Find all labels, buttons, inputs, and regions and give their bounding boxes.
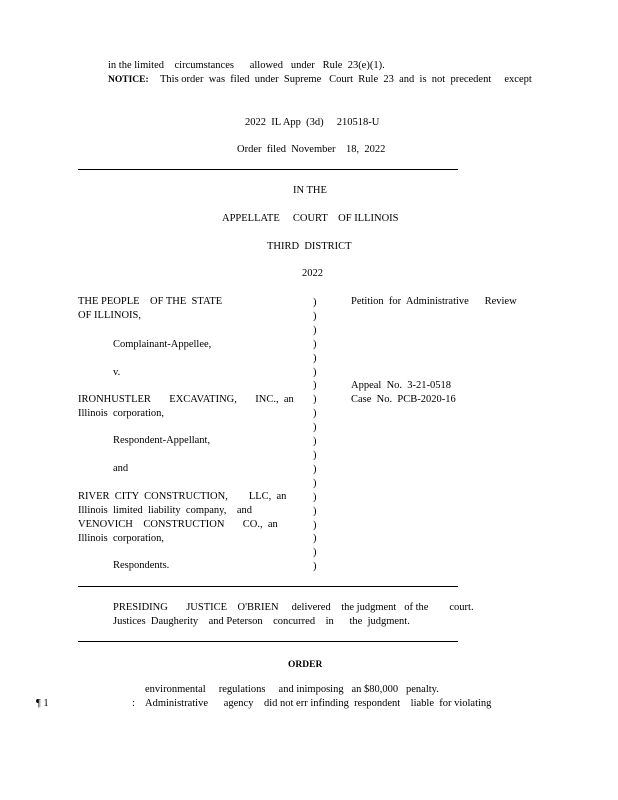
party2-role: Respondent-Appellant, [113, 435, 211, 446]
and-connector: and [113, 463, 129, 474]
party3-line4: Illinois corporation, [78, 533, 165, 544]
paren: ) [313, 324, 317, 336]
party1-line2: OF ILLINOIS, [78, 310, 141, 321]
paren: ) [313, 366, 317, 378]
paren: ) [313, 422, 317, 434]
paren: ) [313, 491, 317, 503]
petition-type: Petition for Administrative Review [351, 296, 517, 307]
paragraph-mark: ¶ 1 [36, 698, 49, 709]
notice-label: NOTICE: [108, 75, 149, 85]
paren: ) [313, 533, 317, 545]
judges-line2: Justices Daugherity and Peterson concurred in the judgment. [113, 616, 410, 627]
filed-date: Order filed November 18, 2022 [237, 144, 386, 155]
header-rule [78, 169, 458, 170]
paren: ) [313, 547, 317, 559]
notice-text-line1: This order was filed under Supreme Court Rule 23 and is not precedent except [160, 74, 532, 85]
citation: 2022 IL App (3d) 210518-U [245, 117, 380, 128]
paren: ) [313, 449, 317, 461]
case-number: Case No. PCB-2020-16 [351, 394, 456, 405]
held-line1: Administrative agency did not err infinding respondent liable for violating [145, 698, 492, 709]
order-heading: ORDER [288, 660, 323, 670]
party1-line1: THE PEOPLE OF THE STATE [78, 296, 223, 307]
court-in-the: IN THE [293, 185, 327, 196]
versus: v. [113, 367, 121, 378]
caption-rule [78, 586, 458, 587]
held-colon: : [132, 698, 135, 709]
paren: ) [313, 505, 317, 517]
paren: ) [313, 519, 317, 531]
party3-line3: VENOVICH CONSTRUCTION CO., an [78, 519, 278, 530]
party3-line2: Illinois limited liability company, and [78, 505, 253, 516]
paren: ) [313, 408, 317, 420]
court-year: 2022 [302, 268, 323, 279]
judges-rule [78, 641, 458, 642]
notice-text-line2: in the limited circumstances allowed under Rule 23(e)(1). [108, 60, 385, 71]
paren: ) [313, 477, 317, 489]
party2-line2: Illinois corporation, [78, 408, 165, 419]
court-district: THIRD DISTRICT [267, 241, 352, 252]
paren: ) [313, 436, 317, 448]
paren: ) [313, 297, 317, 308]
party1-role: Complainant-Appellee, [113, 339, 212, 350]
held-line2: environmental regulations and inimposing an $80,000 penalty. [145, 684, 439, 695]
party3-role: Respondents. [113, 560, 170, 571]
paren: ) [313, 310, 317, 322]
paren: ) [313, 338, 317, 350]
caption-paren-column [313, 296, 323, 574]
paren: ) [313, 561, 317, 573]
party3-line1: RIVER CITY CONSTRUCTION, LLC, an [78, 491, 287, 502]
appeal-number: Appeal No. 3-21-0518 [351, 380, 452, 391]
court-name: APPELLATE COURT OF ILLINOIS [222, 213, 399, 224]
judges-line1: PRESIDING JUSTICE O'BRIEN delivered the judgment of the court. [113, 602, 474, 613]
paren: ) [313, 352, 317, 364]
party2-line1: IRONHUSTLER EXCAVATING, INC., an [78, 394, 294, 405]
paren: ) [313, 380, 317, 392]
paren: ) [313, 394, 317, 406]
paren: ) [313, 463, 317, 475]
